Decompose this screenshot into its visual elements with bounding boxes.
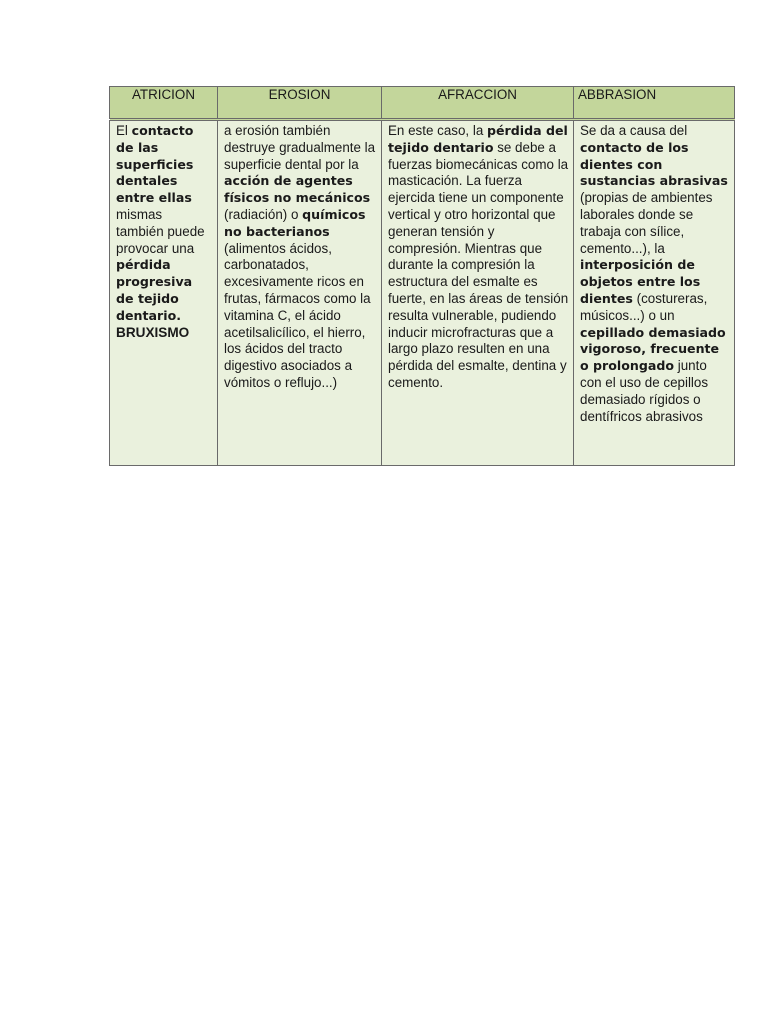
afraccion-t2: se debe a fuerzas biomecánicas como la masticación. La fuerza ejercida tiene un componente vertical y otro horizontal que generan tensión y compresión. Mientras que durante la compresión la estructura del esmalte es fuerte, en las áreas de tensión resulta vulnerable, pudiendo inducir microfracturas que a largo plazo resulten en una pérdida del esmalte, dentina y cemento. (388, 139, 569, 390)
dental-wear-table (109, 86, 735, 466)
abbrasion-t4: junto con el uso de cepillos demasiado rígidos o dentífricos abrasivos (580, 358, 709, 424)
cell-atricion (110, 120, 218, 466)
erosion-t1: a erosión también destruye gradualmente la superficie dental por la (224, 123, 376, 172)
cell-erosion (218, 120, 382, 466)
erosion-t2: (radiación) o (224, 206, 303, 222)
cell-abbrasion (574, 120, 735, 466)
header-abbrasion-label: ABBRASION (578, 87, 657, 102)
table-row (110, 120, 735, 466)
erosion-b2: químicos no bacterianos (224, 206, 366, 239)
header-erosion-label: EROSION (268, 87, 331, 102)
table-body (110, 120, 735, 466)
afraccion-text (388, 123, 569, 392)
abbrasion-b2: interposición de objetos entre los dientes (580, 257, 701, 306)
atricion-bruxismo: BRUXISMO (116, 324, 190, 340)
erosion-t3: (alimentos ácidos, carbonatados, excesivamente ricos en frutas, fármacos como la vitamina C, el ácido acetilsalicílico, el hierro, los ácidos del tracto digestivo asociados a vómitos o reflujo...) (224, 240, 371, 390)
header-atricion-label: ATRICION (132, 87, 195, 102)
header-row (110, 87, 735, 120)
abbrasion-text (580, 123, 730, 425)
header-atricion (110, 87, 218, 120)
atricion-t1: El (116, 123, 132, 138)
erosion-text (224, 123, 377, 392)
table-header (110, 87, 735, 120)
atricion-text (116, 123, 213, 341)
header-afraccion (382, 87, 574, 120)
abbrasion-b1: contacto de los dientes con sustancias abrasivas (580, 139, 728, 189)
abbrasion-t2: (propias de ambientes laborales donde se trabaja con sílice, cemento...), la (580, 190, 713, 256)
afraccion-b1: pérdida del tejido dentario (388, 123, 568, 155)
erosion-b1: acción de agentes físicos no mecánicos (224, 173, 371, 206)
abbrasion-b3: cepillado demasiado vigoroso, frecuente o prolongado (580, 324, 726, 374)
atricion-t2: mismas también puede provocar una (116, 206, 205, 256)
cell-afraccion (382, 120, 574, 466)
abbrasion-t3: (costureras, músicos...) o un (580, 290, 708, 323)
header-erosion (218, 87, 382, 120)
afraccion-t1: En este caso, la (388, 123, 487, 138)
header-afraccion-label: AFRACCION (438, 87, 517, 102)
atricion-b1: contacto de las superficies dentales entre ellas (116, 123, 194, 206)
atricion-b2: pérdida progresiva de tejido dentario. (116, 257, 193, 323)
header-abbrasion (574, 87, 735, 120)
abbrasion-t1: Se da a causa del (580, 123, 688, 138)
